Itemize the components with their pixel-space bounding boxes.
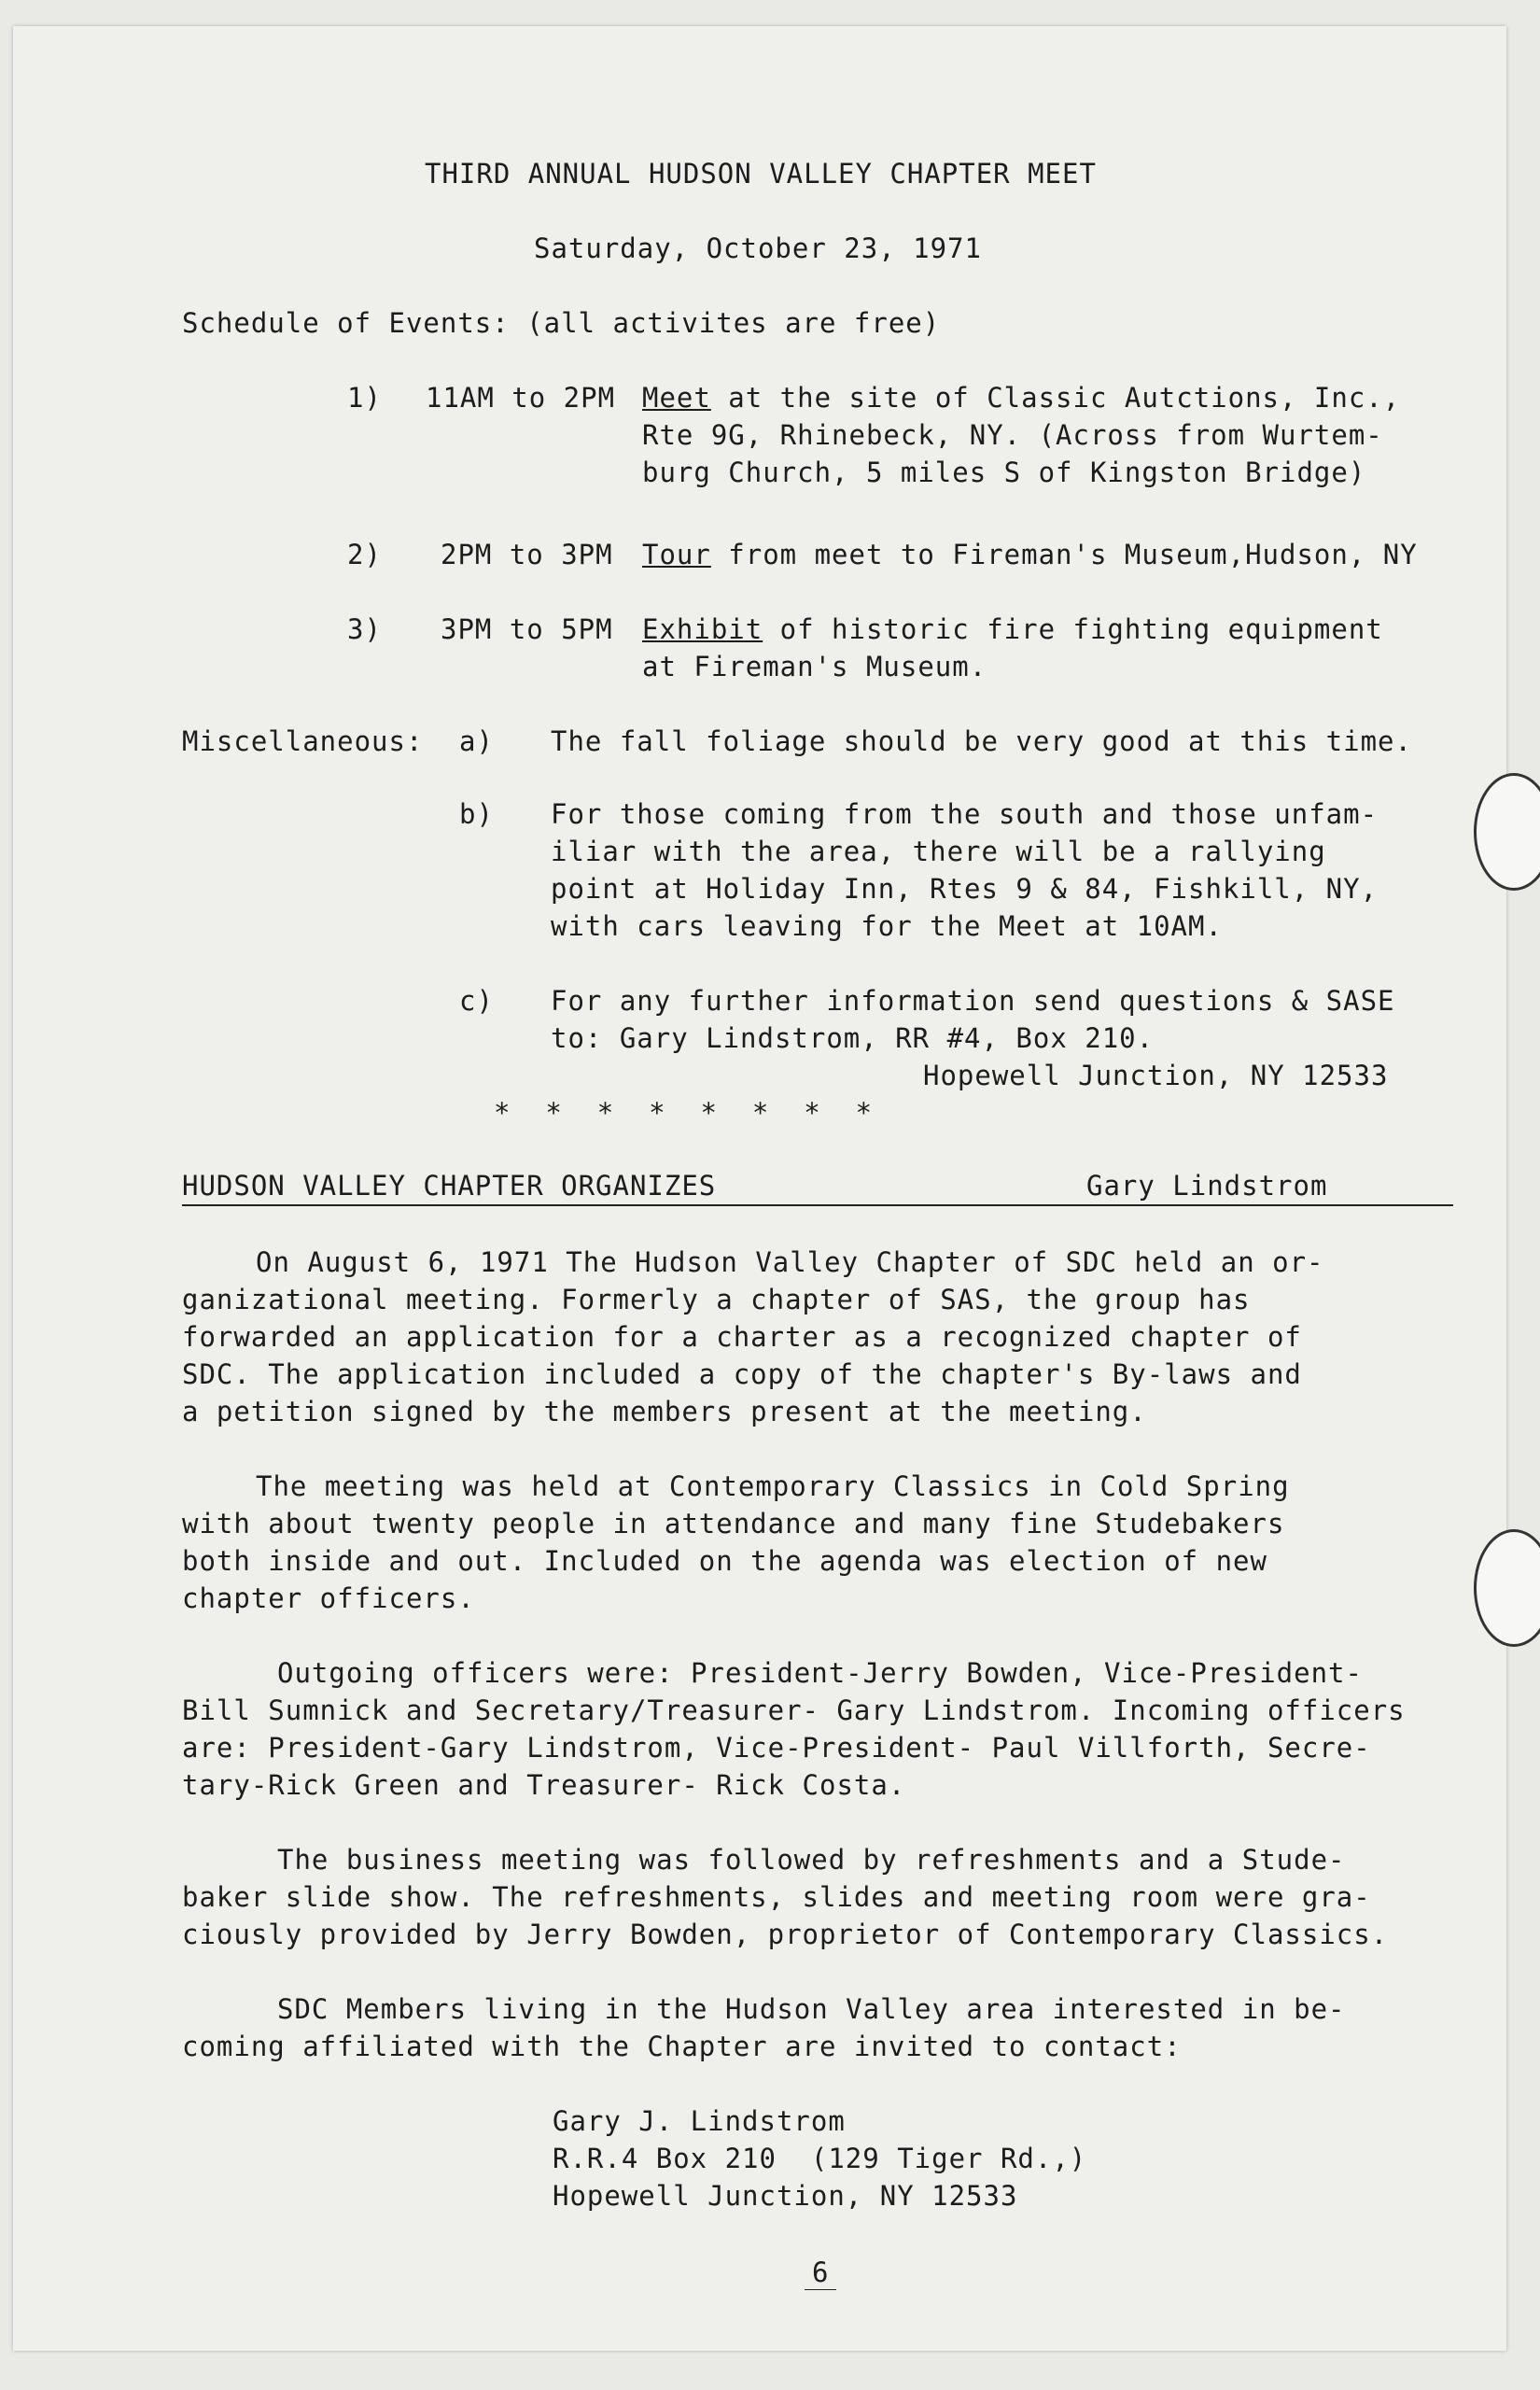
event-number: 3) — [347, 613, 382, 645]
document-page — [13, 26, 1506, 2351]
paragraph-line: The meeting was held at Contemporary Classics in Cold Spring — [256, 1470, 1290, 1502]
article-heading: HUDSON VALLEY CHAPTER ORGANIZES — [182, 1170, 717, 1202]
paragraph-line: forwarded an application for a charter as a recognized chapter of — [182, 1321, 1302, 1353]
paragraph-line: tary-Rick Green and Treasurer- Rick Costa. — [182, 1769, 906, 1801]
article-author: Gary Lindstrom — [1086, 1170, 1328, 1202]
event-time: 11AM to 2PM — [426, 382, 616, 414]
paragraph-line: Bill Sumnick and Secretary/Treasurer- Gary Lindstrom. Incoming officers — [182, 1694, 1406, 1726]
event-detail: Tour from meet to Fireman's Museum,Hudson, NY — [642, 539, 1418, 570]
contact-line: R.R.4 Box 210 (129 Tiger Rd.,) — [553, 2143, 1087, 2174]
event-detail: Meet at the site of Classic Autctions, Inc., — [642, 382, 1401, 414]
paragraph-line: ganizational meeting. Formerly a chapter of SAS, the group has — [182, 1284, 1251, 1315]
event-detail: Rte 9G, Rhinebeck, NY. (Across from Wurtem- — [642, 419, 1383, 451]
schedule-label: Schedule of Events: (all activites are free) — [182, 307, 941, 339]
misc-text: The fall foliage should be very good at this time. — [551, 725, 1412, 757]
paragraph-line: are: President-Gary Lindstrom, Vice-President- Paul Villforth, Secre- — [182, 1732, 1371, 1764]
page-number: 6 — [812, 2256, 830, 2288]
event-detail: burg Church, 5 miles S of Kingston Bridge) — [642, 457, 1366, 488]
misc-label: Miscellaneous: — [182, 725, 424, 757]
separator-stars: * * * * * * * * — [494, 1097, 874, 1129]
event-number: 2) — [347, 539, 382, 570]
event-number: 1) — [347, 382, 382, 414]
paragraph-line: The business meeting was followed by refreshments and a Stude- — [277, 1844, 1346, 1876]
event-keyword: Meet — [642, 382, 711, 414]
event-time: 3PM to 5PM — [441, 613, 613, 645]
misc-letter: c) — [459, 985, 494, 1017]
paragraph-line: SDC Members living in the Hudson Valley area interested in be- — [277, 1993, 1346, 2025]
misc-letter: b) — [459, 798, 494, 830]
misc-text: point at Holiday Inn, Rtes 9 & 84, Fishkill, NY, — [551, 873, 1379, 905]
paragraph-line: ciously provided by Jerry Bowden, proprietor of Contemporary Classics. — [182, 1919, 1389, 1950]
contact-line: Gary J. Lindstrom — [553, 2105, 846, 2137]
binder-hole-bottom — [1474, 1529, 1540, 1647]
heading-rule — [182, 1204, 1453, 1206]
event-detail: Exhibit of historic fire fighting equipment — [642, 613, 1383, 645]
paragraph-line: with about twenty people in attendance and many fine Studebakers — [182, 1508, 1285, 1539]
misc-text: For any further information send questions & SASE — [551, 985, 1395, 1017]
binder-hole-top — [1474, 773, 1540, 891]
event-detail: at Fireman's Museum. — [642, 651, 987, 682]
meet-date: Saturday, October 23, 1971 — [534, 232, 982, 264]
misc-text: Hopewell Junction, NY 12533 — [923, 1060, 1389, 1091]
paragraph-line: On August 6, 1971 The Hudson Valley Chapter of SDC held an or- — [256, 1246, 1324, 1278]
event-keyword: Exhibit — [642, 613, 763, 645]
contact-line: Hopewell Junction, NY 12533 — [553, 2180, 1018, 2212]
paragraph-line: SDC. The application included a copy of the chapter's By-laws and — [182, 1358, 1302, 1390]
meet-title: THIRD ANNUAL HUDSON VALLEY CHAPTER MEET — [425, 158, 1097, 190]
page-number-rule — [805, 2289, 836, 2290]
paragraph-line: a petition signed by the members present at the meeting. — [182, 1396, 1147, 1427]
paragraph-line: both inside and out. Included on the agenda was election of new — [182, 1545, 1267, 1577]
paragraph-line: coming affiliated with the Chapter are invited to contact: — [182, 2031, 1182, 2062]
paragraph-line: baker slide show. The refreshments, slides and meeting room were gra- — [182, 1881, 1371, 1913]
paragraph-line: chapter officers. — [182, 1582, 475, 1614]
misc-text: to: Gary Lindstrom, RR #4, Box 210. — [551, 1022, 1155, 1054]
event-keyword: Tour — [642, 539, 711, 570]
paragraph-line: Outgoing officers were: President-Jerry Bowden, Vice-President- — [277, 1657, 1363, 1689]
misc-text: For those coming from the south and those unfam- — [551, 798, 1379, 830]
misc-letter: a) — [459, 725, 494, 757]
event-time: 2PM to 3PM — [441, 539, 613, 570]
misc-text: iliar with the area, there will be a rallying — [551, 836, 1326, 867]
misc-text: with cars leaving for the Meet at 10AM. — [551, 910, 1223, 942]
